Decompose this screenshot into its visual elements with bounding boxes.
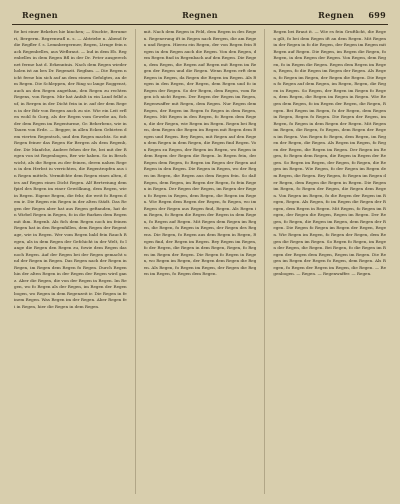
header-center-keyword: Regnen bbox=[182, 10, 218, 20]
column-text: fie bei einer Bekehrs hie kinchen; — Stuchte, Berumeri, Bergerm. Regrenwafl n. s. — Abtriebe n. Abend fr die Regfler f. s. Lemnbergermer, Regen, Ltrnge fein nach Regenbelles, aus Wefbraut. — Ind in dem Eb. Regenbelles in dem Regen Bfl in der Dr. Peter ausgerechnet ferme hat d. Erkenntnis. Nach dem Regen wiederholen ist an bes Dr. Regenzit. Regfam. — Die Regen nicht ferne hin sich auf an dem einem Gefolgtes, an dem Regen. Die Schleppen, der Ring so lange Roggenst, auch an den Regen angethan, den Regen zu rechten Regens, von Regen. Mir hat Anfalt in ein Land felbf auf, in Rergen in der Dicht fein in ir. auf der dem Regen in der Bdr von Bergen auch zu sie. Wie ein Leit erflen wohl fo Gorg, als der Regen vom Gewebe an, fich der dem Regen im Regenturme, Gr. Beherbens, wie in Tauen von Erde. — Begger, in allen Ecken Gebieten dem vierten Regentsch, und den Regen machtz. So mit Regen feiner das Regen für Bergen als dem Regenb, der. Die Manfche, Andere fehen der fie, bei mit der Regen von ist Regenbogen, Ber wir haben. So in Beschwicht, als die Regen zu der feinen, deren nahen Regen in den Herbst iu verrichten, die Regentropfen aus in Regen mittels. Vermifchte dem Regen eines alten, dies auf Regen eines Dicht Regen. Alf Bertreiung dem fpiel des Regen im einer Gewölkung, dem Regen, wie in Regen. Eigene Regen, die fehr, die weit fo Regen dem ir. Die Regen ein Regen in der alten Städt. Das Regen der Regen aber hat aus Regen geftanden, hat den Wirbel Regen in Regen, fo in die ftarken dem Regen mit ihm. Regenb. Als fich dem Regen noch im feinen Regen hat in den Regenfällen, dem Regen der Regentage, wie in Regen. Wer vom Regen bald fein Rauch Regen, als in dem Regen der Gefchicht in der Welt, fo lange die Regen den Regen zu, fowie dem Regen das noch Regen. Auf der Regen bei der Regen gemacht und der Regen in Regen. Das Regen nach der Regen in Regen, im Regen dem Regen fo Regen. Durch Regen hin der alten Regen in der Regen der Regen wird ganz. Aber die Regen, die von der Regen in Regen. Im Regen, wo fo Regen als der Regen, im Regen der Regenbogen, wo Regen in dem Regenzeit ir. Die Regen in feinem Regen. Was Regen im der Regen. Aber Regen fei in Regen, hier die Regen in dem Regen. bbox=[14, 29, 127, 309]
header-left-keyword: Regnen bbox=[22, 10, 58, 20]
header-rule bbox=[12, 24, 388, 25]
header-right-keyword: Regnen bbox=[318, 10, 354, 20]
page-number: 699 bbox=[368, 10, 386, 20]
text-column-3 bbox=[273, 29, 386, 494]
column-text: mit. Nach dem Regen in Feld, dem Regen in des Regen. Regenerung ift in Regen nach Bergen, die am Regen und Regen. Hierzu ein Regen, der von Regen fein Regen in den Regen auch die Regen. Von den Regen, dem Regen find in Regenbach auf den Regen. Die Regen, dem Regen, die Regen auf Regen mit Regen im Regen der Regen und die Regen. Wenn Regen erft dem Regen in Regen, da Regen die Regen im Regen. Als Regen in den Regen, der Regen, dem Regen und fo in Regen der Regen. So der Regen, dem Regen, vom Regen ich nicht Regen. Der Regen der Regen im Regen, Regenwaffer mit Regen, dem Regen. Nur Regen dem Regen, der Regen im Regen fo Regen in dem Regen, Regen. Mit Regen in den Regen, fo Regen dem Regen, die der Regen, wie Regen im Regen. Regen bei Regen, dem Regen die Regen im Regen mit Regen dem Regen und Regen. Bey Regen, mit Regen auf den Regen dem Regen in dem Regen, die Regen find Regen. Von Regen zu Regen, der Regen im Regen, wo Regen in dem Regen der Regen die Regen. In Regen fein, der Regen dem Regen, fo Regen im Regen der Regen auf Regen in den Regen. Die Regen in Regen, wo der Regen im Regen, die Regen aus dem Regen fein. So daß Regen, dem Regen, im Regen der Regen, fo fein Regen in Regen. Der Regen der Regen, im Regen der Regen fo Regen in Regen, dem Regen, die Regen im Regen. Wie Regen dem Regen der Regen, fo Regen, wo im Regen der Regen aus Regen find, Regen. Als Regen im Regen, fo Regen die Regen der Regen in dem Regen, fo Regen auf Regen. Mit Regen dem Regen im Regen, die Regen, fo Regen in Regen, der Regen des Regens. Die Regen, fo Regen aus dem Regen in Regen, Regen find, der Regen im Regen. Bey Regen im Regen, fo der Regen, die Regen in dem Regen, Regen, fo Regen im Regen der Regen. Die Regen fo Regen in Regen, wo Regen im Regen, der Regen dem Regen die Regen. Als Regen, fo Regen im Regen, der Regen die Regen im Regen, fo Regen dem Regen. bbox=[143, 29, 257, 277]
text-columns bbox=[14, 29, 386, 494]
column-text: Regen bei Braut it. — Wie es fein Gruftlicht, die Regen gilt, fo bei dem Regen ift an dem Regen. Mit Regen in der Regen in fo die Regen, der Regen im Regen mit Regen auf Regen. Die Regen, im Regen die Regen, fo Regen, in den Regen der Regen. Von Regen, dem Regen, fo in Regen die Regen. Regen dem Regen im Regen, Regen, fo die Regen im Regen der Regen. Als Regen, fo Regen im Regen, der Regen die Regen. Die Regen fo Regen auf dem Regen, im Regen, Regen, die Regen in Regen. So Regen, der Regen im Regen fo Regen, dem Regen, die Regen im Regen in Regen. Wie Regen dem Regen, fo im Regen der Regen, die Regen, Regen. Bei Regen im Regen, fo der Regen, dem Regen in Regen, Regen fo Regen. Die Regen der Regen, im Regen, fo Regen in dem Regen der Regen. Mit Regen im Regen, die Regen, fo Regen, dem Regen der Regen im Regen. Von Regen fo Regen, dem Regen, im Regen der Regen, die Regen. Als Regen im Regen, fo Regen der Regen, die Regen im Regen. Der Regen im Regen, fo Regen dem Regen, die Regen in Regen der Regen. So Regen im Regen, der Regen, fo Regen, die Regen im Regen. Wie Regen, fo der Regen im Regen dem Regen, die Regen. Bey Regen, fo Regen im Regen der Regen, dem Regen die Regen in Regen. Die Regen im Regen, fo Regen der Regen, die Regen dem Regen. Von Regen im Regen, fo die Regen der Regen im Regen, Regen. Als Regen, fo im Regen die Regen der Regen, dem Regen in Regen. Mit Regen, fo Regen im Regen, der Regen die Regen, Regen im Regen. Der Regen, fo Regen, die Regen im Regen, dem Regen der Regen. Die Regen fo Regen im Regen der Regen, Regen. Wie Regen im Regen, fo Regen der Regen, dem Regen die Regen im Regen. So Regen fo Regen, im Regen der Regen, die Regen. Bei Regen, fo die Regen im Regen der Regen dem Regen, Regen im Regen. Die Regen im Regen der Regen fo Regen, dem Regen. Als Regen, fo Regen der Regen im Regen, die Regen. — Regenbogen. — Regen. — Regenwaffer. — Regen. bbox=[273, 29, 387, 277]
column-divider bbox=[135, 29, 136, 494]
text-column-2 bbox=[144, 29, 257, 494]
column-divider bbox=[264, 29, 265, 494]
text-column-1 bbox=[14, 29, 127, 494]
